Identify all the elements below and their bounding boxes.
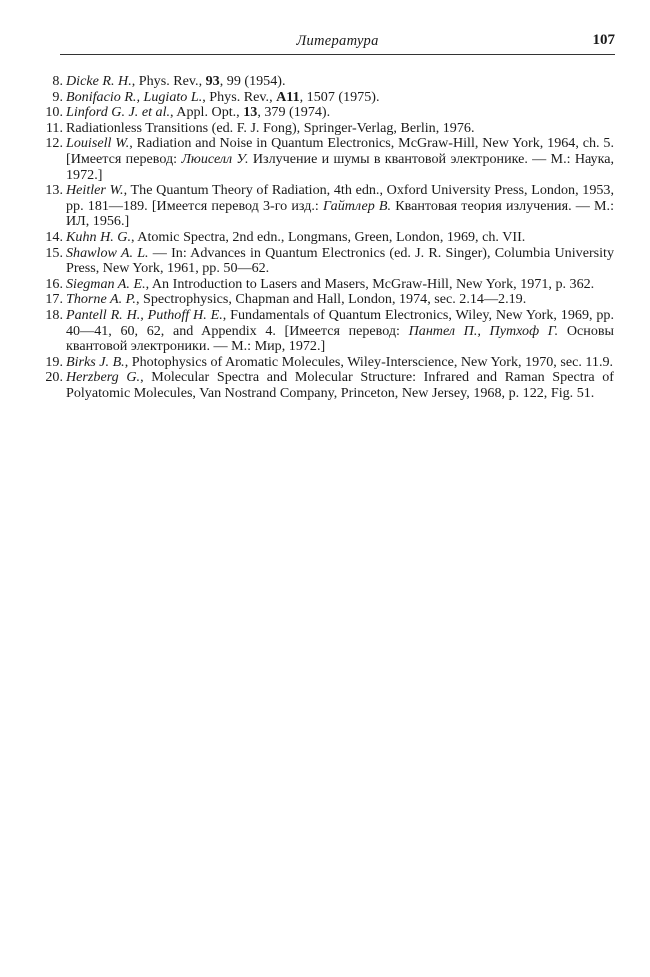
reference-body: , Phys. Rev., (131, 73, 206, 89)
reference-authors: Bonifacio R., Lugiato L. (66, 88, 203, 105)
reference-body: — In: Advances in Quantum Electronics (ed. J. R. Singer), Columbia University Press, New York, 1961, pp. 50—62. (66, 244, 615, 277)
page-header (60, 32, 615, 55)
reference-text (66, 355, 614, 371)
reference-body: , Molecular Spectra and Molecular Structure: Infrared and Raman Spectra of Polyatomic Molecules, Van Nostrand Company, Princeton, New Jersey, 1968, p. 122, Fig. 51. (66, 369, 614, 401)
reference-text (66, 105, 614, 121)
reference-body-end: , 1507 (1975). (299, 88, 380, 105)
reference-body: , The Quantum Theory of Radiation, 4th edn., Oxford University Press, London, 1953, pp. 181—189. [Имеется перевод 3-го изд.: (66, 182, 615, 214)
reference-text (66, 308, 614, 355)
reference-text (66, 292, 614, 308)
reference-item (34, 136, 614, 183)
reference-authors: Kuhn H. G. (66, 228, 131, 245)
reference-body-end: Квантовая теория излучения. — М.: ИЛ, 1956.] (66, 197, 614, 230)
reference-list (34, 74, 614, 401)
reference-volume: A11 (276, 88, 300, 105)
reference-text (66, 370, 614, 401)
reference-body: , Radiation and Noise in Quantum Electronics, McGraw-Hill, New York, 1964, ch. 5. [Имеется перевод: (66, 135, 614, 167)
reference-text (66, 136, 614, 183)
translation-authors: Люиселл У. (181, 150, 249, 167)
reference-item (34, 230, 614, 246)
reference-body: , Photophysics of Aromatic Molecules, Wiley-Interscience, New York, 1970, sec. 11.9. (124, 353, 614, 370)
reference-number: 12. (45, 135, 63, 152)
translation-authors: Гайтлер В. (323, 197, 392, 214)
reference-authors: Linford G. J. et al. (66, 104, 171, 121)
reference-item (34, 74, 614, 90)
reference-authors: Shawlow A. L. (66, 244, 149, 261)
reference-body: , Spectrophysics, Chapman and Hall, London, 1974, sec. 2.14—2.19. (135, 291, 527, 308)
reference-number: 16. (45, 275, 63, 292)
reference-text (66, 246, 614, 277)
reference-text (66, 74, 614, 90)
reference-authors: Thorne A. P. (66, 291, 136, 308)
reference-item (34, 246, 614, 277)
reference-body-end: Основы квантовой электроники. — М.: Мир, 1972.] (66, 322, 614, 355)
reference-number: 13. (45, 182, 63, 199)
reference-body: , Atomic Spectra, 2nd edn., Longmans, Green, London, 1969, ch. VII. (131, 228, 526, 245)
translation-authors: Пантел П., Путхоф Г. (408, 322, 559, 339)
reference-number: 9. (52, 88, 63, 105)
reference-authors: Pantell R. H., Puthoff H. E. (66, 306, 223, 323)
reference-number: 10. (45, 104, 63, 121)
reference-volume: 93 (205, 73, 220, 89)
reference-number: 20. (45, 369, 63, 386)
reference-text (66, 277, 614, 293)
reference-number: 18. (45, 306, 63, 323)
reference-item (34, 308, 614, 355)
reference-item (34, 292, 614, 308)
reference-authors: Dicke R. H. (66, 73, 132, 89)
reference-authors: Birks J. B. (66, 353, 125, 370)
reference-number: 11. (45, 119, 63, 136)
reference-body-end: , 99 (1954). (219, 73, 286, 89)
reference-body: , Fundamentals of Quantum Electronics, Wiley, New York, 1969, pp. 40—41, 60, 62, and Appendix 4. [Имеется перевод: (66, 306, 614, 339)
reference-body: , Appl. Opt., (170, 104, 244, 121)
reference-body: , An Introduction to Lasers and Masers, McGraw-Hill, New York, 1971, p. 362. (145, 275, 595, 292)
reference-number: 19. (45, 353, 63, 370)
reference-authors: Siegman A. E. (66, 275, 146, 292)
page-number: 107 (592, 32, 615, 48)
reference-text (66, 183, 614, 230)
reference-body-end: , 379 (1974). (257, 104, 331, 121)
reference-item (34, 277, 614, 293)
reference-number: 17. (45, 291, 63, 308)
reference-authors: Heitler W. (66, 182, 124, 199)
reference-item (34, 370, 614, 401)
reference-item (34, 121, 614, 137)
reference-item (34, 105, 614, 121)
reference-volume: 13 (243, 104, 258, 121)
running-title: Литература (296, 33, 379, 49)
reference-text (66, 90, 614, 106)
reference-body-end: Излучение и шумы в квантовой электронике. — М.: Наука, 1972.] (66, 150, 614, 183)
reference-authors: Louisell W. (66, 135, 130, 152)
reference-body: , Phys. Rev., (202, 88, 277, 105)
reference-item (34, 355, 614, 371)
reference-item (34, 90, 614, 106)
reference-number: 14. (45, 228, 63, 245)
reference-number: 8. (52, 73, 63, 89)
reference-number: 15. (45, 244, 63, 261)
reference-text: Radiationless Transitions (ed. F. J. Fong), Springer-Verlag, Berlin, 1976. (66, 119, 475, 136)
reference-authors: Herzberg G. (66, 369, 141, 386)
reference-item (34, 183, 614, 230)
reference-text (66, 230, 614, 246)
